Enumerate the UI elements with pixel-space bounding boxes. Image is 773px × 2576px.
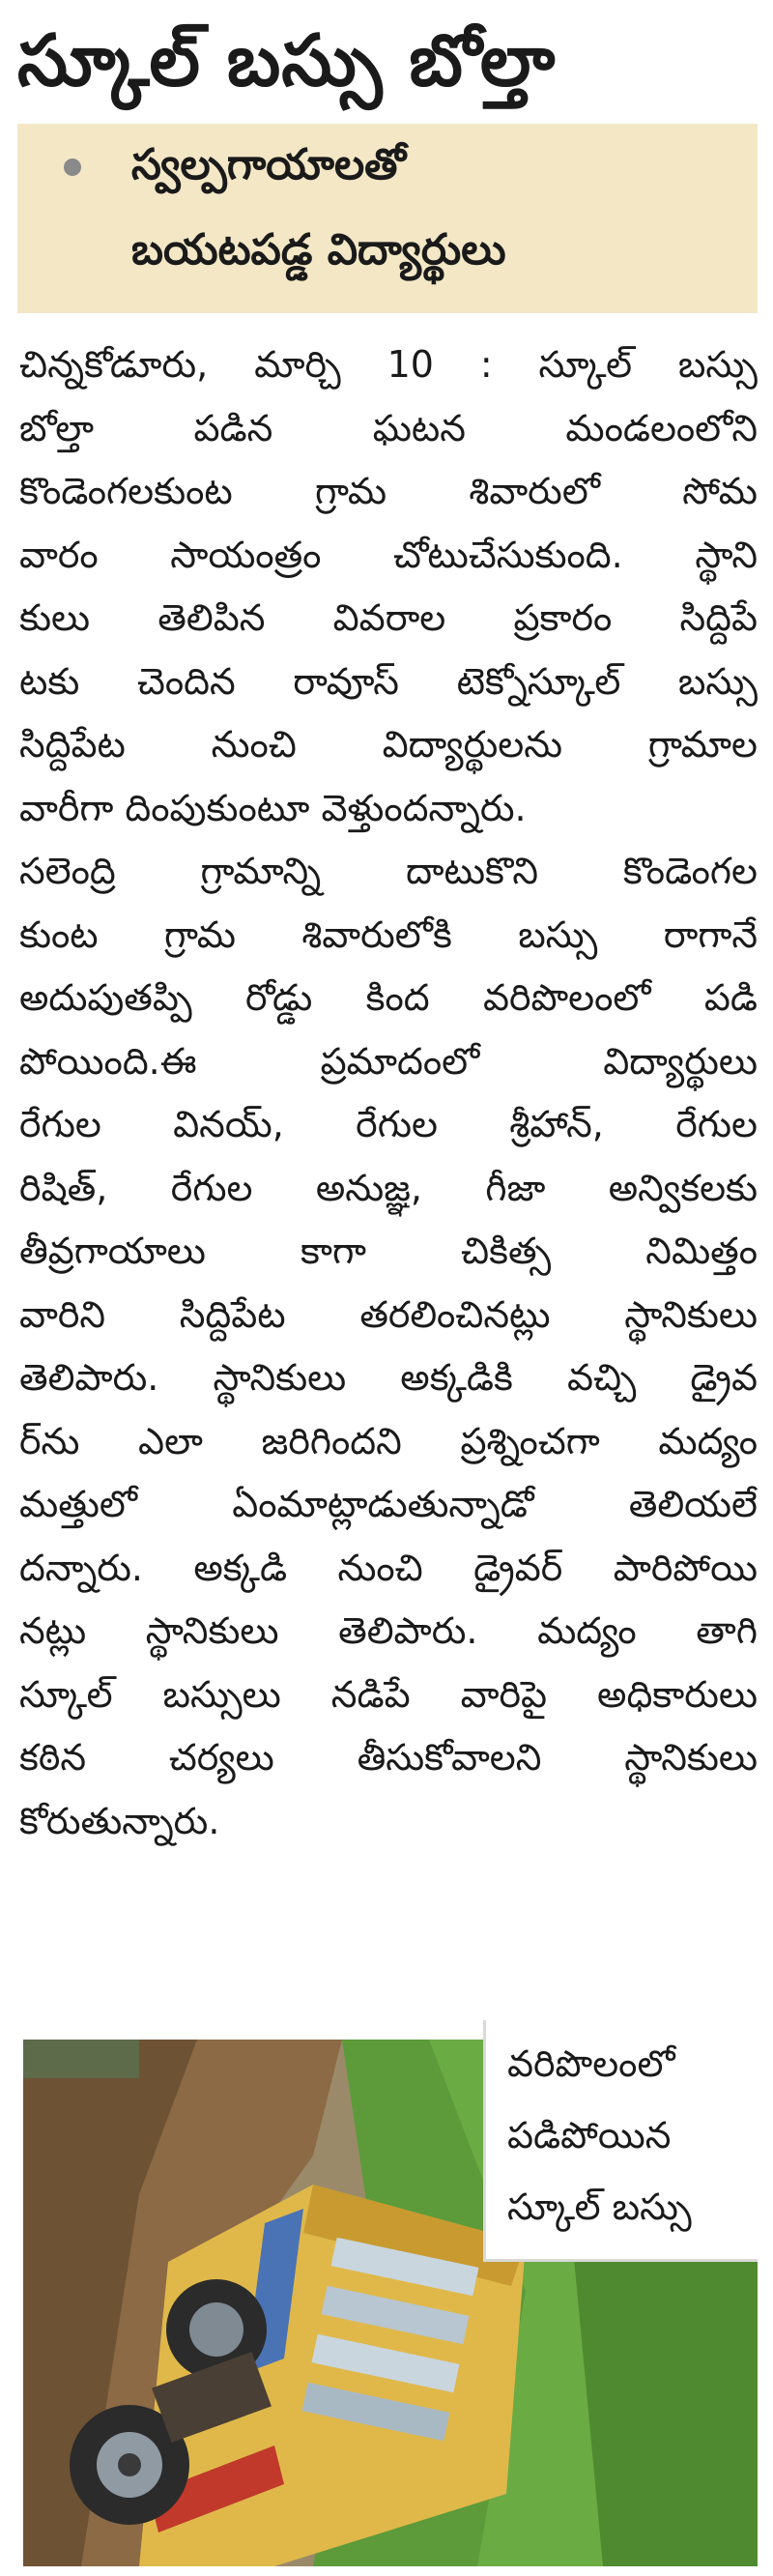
body-line: కుంట గ్రామ శివారులోకి బస్సు రాగానే xyxy=(19,912,758,956)
headline: స్కూల్ బస్సు బోల్తా xyxy=(17,19,557,102)
body-line: టకు చెందిన రావూస్ టెక్నోస్కూల్ బస్సు xyxy=(19,659,758,703)
body-line: వారిని సిద్దిపేట తరలించినట్లు స్థానికులు xyxy=(19,1292,758,1336)
body-line: మత్తులో ఏంమాట్లాడుతున్నాడో తెలియలే xyxy=(19,1483,758,1525)
body-line: నట్లు స్థానికులు తెలిపారు. మద్యం తాగి xyxy=(19,1609,758,1652)
caption-line-3: స్కూల్ బస్సు xyxy=(507,2185,692,2228)
body-line: ర్‌ను ఎలా జరిగిందని ప్రశ్నించగా మద్యం xyxy=(19,1419,758,1462)
bullet-icon xyxy=(64,159,81,176)
body-line: కోరుతున్నారు. xyxy=(19,1799,220,1842)
body-line: రేగుల వినయ్, రేగుల శ్రీహాన్, రేగుల xyxy=(19,1103,758,1145)
body-line: పోయింది.ఈ ప్రమాదంలో విద్యార్థులు xyxy=(19,1039,758,1083)
body-line: దన్నారు. అక్కడి నుంచి డ్రైవర్ పారిపోయి xyxy=(19,1546,758,1589)
photo-caption xyxy=(483,2020,758,2262)
body-line: వారం సాయంత్రం చోటుచేసుకుంది. స్థాని xyxy=(19,533,758,576)
body-line: బోల్తా పడిన ఘటన మండలంలోని xyxy=(19,406,758,449)
body-line: వారీగా దింపుకుంటూ వెళ్తుందన్నారు. xyxy=(19,786,527,829)
body-line: తెలిపారు. స్థానికులు అక్కడికి వచ్చి డ్రైవ xyxy=(19,1356,758,1399)
body-line: కులు తెలిపిన వివరాల ప్రకారం సిద్దిపే xyxy=(19,596,758,639)
subheadline-line-2: బయటపడ్డ విద్యార్థులు xyxy=(131,225,506,275)
body-line: రిషిత్, రేగుల అనుజ్ఞ, గీజా అన్వికలకు xyxy=(19,1166,758,1209)
body-line: కఠిన చర్యలు తీసుకోవాలని స్థానికులు xyxy=(19,1736,758,1779)
subheadline-line-1: స్వల్పగాయాలతో xyxy=(131,140,407,189)
body-line: చిన్నకోడూరు, మార్చి 10 : స్కూల్ బస్సు xyxy=(19,343,758,386)
body-line: సలెంద్రి గ్రామాన్ని దాటుకొని కొండెంగల xyxy=(19,850,758,892)
body-line: అదుపుతప్పి రోడ్డు కింద వరిపొలంలో పడి xyxy=(19,976,758,1019)
caption-line-2: పడిపోయిన xyxy=(507,2114,672,2156)
subheadline-box xyxy=(17,124,758,313)
caption-line-1: వరిపొలంలో xyxy=(507,2042,675,2085)
body-line: కొండెంగలకుంట గ్రామ శివారులో సోమ xyxy=(19,470,758,512)
article-body xyxy=(19,333,758,1853)
body-line: స్కూల్ బస్సులు నడిపే వారిపై అధికారులు xyxy=(19,1672,758,1716)
body-line: తీవ్రగాయాలు కాగా చికిత్స నిమిత్తం xyxy=(19,1230,758,1272)
body-line: సిద్దిపేట నుంచి విద్యార్థులను గ్రామాల xyxy=(19,723,758,766)
